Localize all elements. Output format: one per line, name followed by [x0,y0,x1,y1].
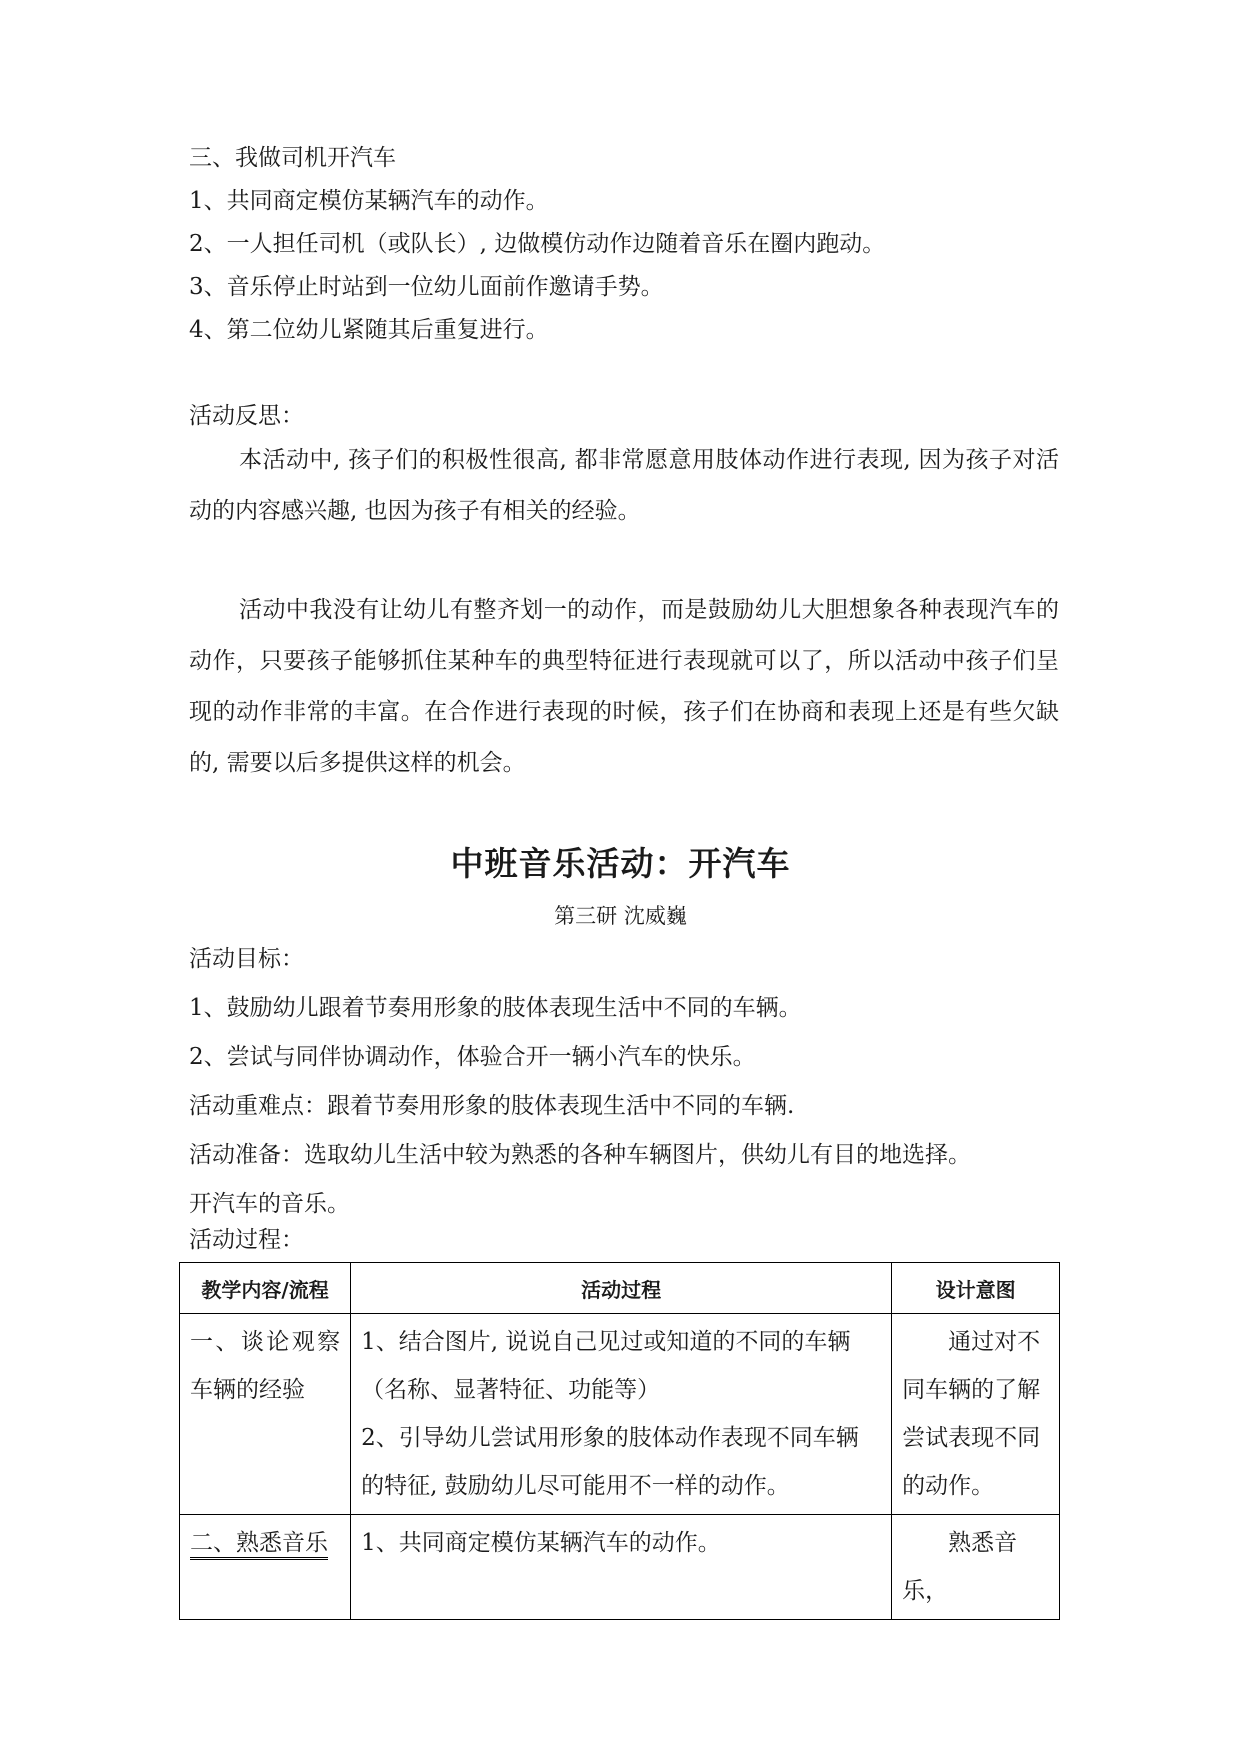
process-heading: 活动过程： [189,1227,304,1253]
table-row [180,1314,1060,1515]
reflection-paragraph-1: 本活动中, 孩子们的积极性很高, 都非常愿意用肢体动作进行表现, 因为孩子对活动的内容感兴趣, 也因为孩子有相关的经验。 [189,447,1059,524]
row-1-process-step-2: 2、引导幼儿尝试用形象的肢体动作表现不同车辆的特征, 鼓励幼儿尽可能用不一样的动作。 [361,1425,859,1499]
preparation: 活动准备：选取幼儿生活中较为熟悉的各种车辆图片，供幼儿有目的地选择。 [189,1142,971,1168]
section3-heading: 三、我做司机开汽车 [189,145,396,171]
row-2-process-step-1: 1、共同商定模仿某辆汽车的动作。 [361,1530,721,1556]
row-1-process [351,1314,892,1515]
row-1-intent-text: 通过对不同车辆的了解尝试表现不同的动作。 [902,1329,1041,1499]
section3-step-3: 3、音乐停止时站到一位幼儿面前作邀请手势。 [189,274,664,300]
goal-1: 1、鼓励幼儿跟着节奏用形象的肢体表现生活中不同的车辆。 [189,995,802,1021]
row-1-process-step-1: 1、结合图片, 说说自己见过或知道的不同的车辆（名称、显著特征、功能等） [361,1329,851,1403]
table-header-row [180,1263,1060,1314]
row-2-content [180,1515,351,1620]
row-1-intent [892,1314,1060,1515]
goals-heading: 活动目标： [189,946,304,972]
reflection-heading: 活动反思： [189,403,304,429]
reflection-paragraph-2: 活动中我没有让幼儿有整齐划一的动作，而是鼓励幼儿大胆想象各种表现汽车的动作，只要孩子能够抓住某种车的典型特征进行表现就可以了，所以活动中孩子们呈现的动作非常的丰富。在合作进行表现的时候，孩子们在协商和表现上还是有些欠缺的, 需要以后多提供这样的机会。 [189,597,1059,776]
key-points: 活动重难点：跟着节奏用形象的肢体表现生活中不同的车辆. [189,1093,795,1119]
row-2-content-text: 二、熟悉音乐 [190,1530,328,1560]
goal-2: 2、尝试与同伴协调动作，体验合开一辆小汽车的快乐。 [189,1044,756,1070]
lesson-title: 中班音乐活动：开汽车 [450,844,791,883]
lesson-author: 第三研 沈威巍 [554,904,687,928]
section3-step-4: 4、第二位幼儿紧随其后重复进行。 [189,317,549,343]
row-2-intent [892,1515,1060,1620]
preparation-continued: 开汽车的音乐。 [189,1191,350,1217]
row-2-process [351,1515,892,1620]
row-1-content: 一、谈论观察车辆的经验 [180,1314,351,1515]
header-intent: 设计意图 [892,1263,1060,1314]
row-2-intent-text: 熟悉音乐， [902,1530,1018,1604]
table-row [180,1515,1060,1620]
activity-process-table [179,1262,1060,1620]
section3-step-1: 1、共同商定模仿某辆汽车的动作。 [189,188,549,214]
header-content: 教学内容/流程 [180,1263,351,1314]
header-process: 活动过程 [351,1263,892,1314]
section3-step-2: 2、一人担任司机（或队长）, 边做模仿动作边随着音乐在圈内跑动。 [189,231,886,257]
